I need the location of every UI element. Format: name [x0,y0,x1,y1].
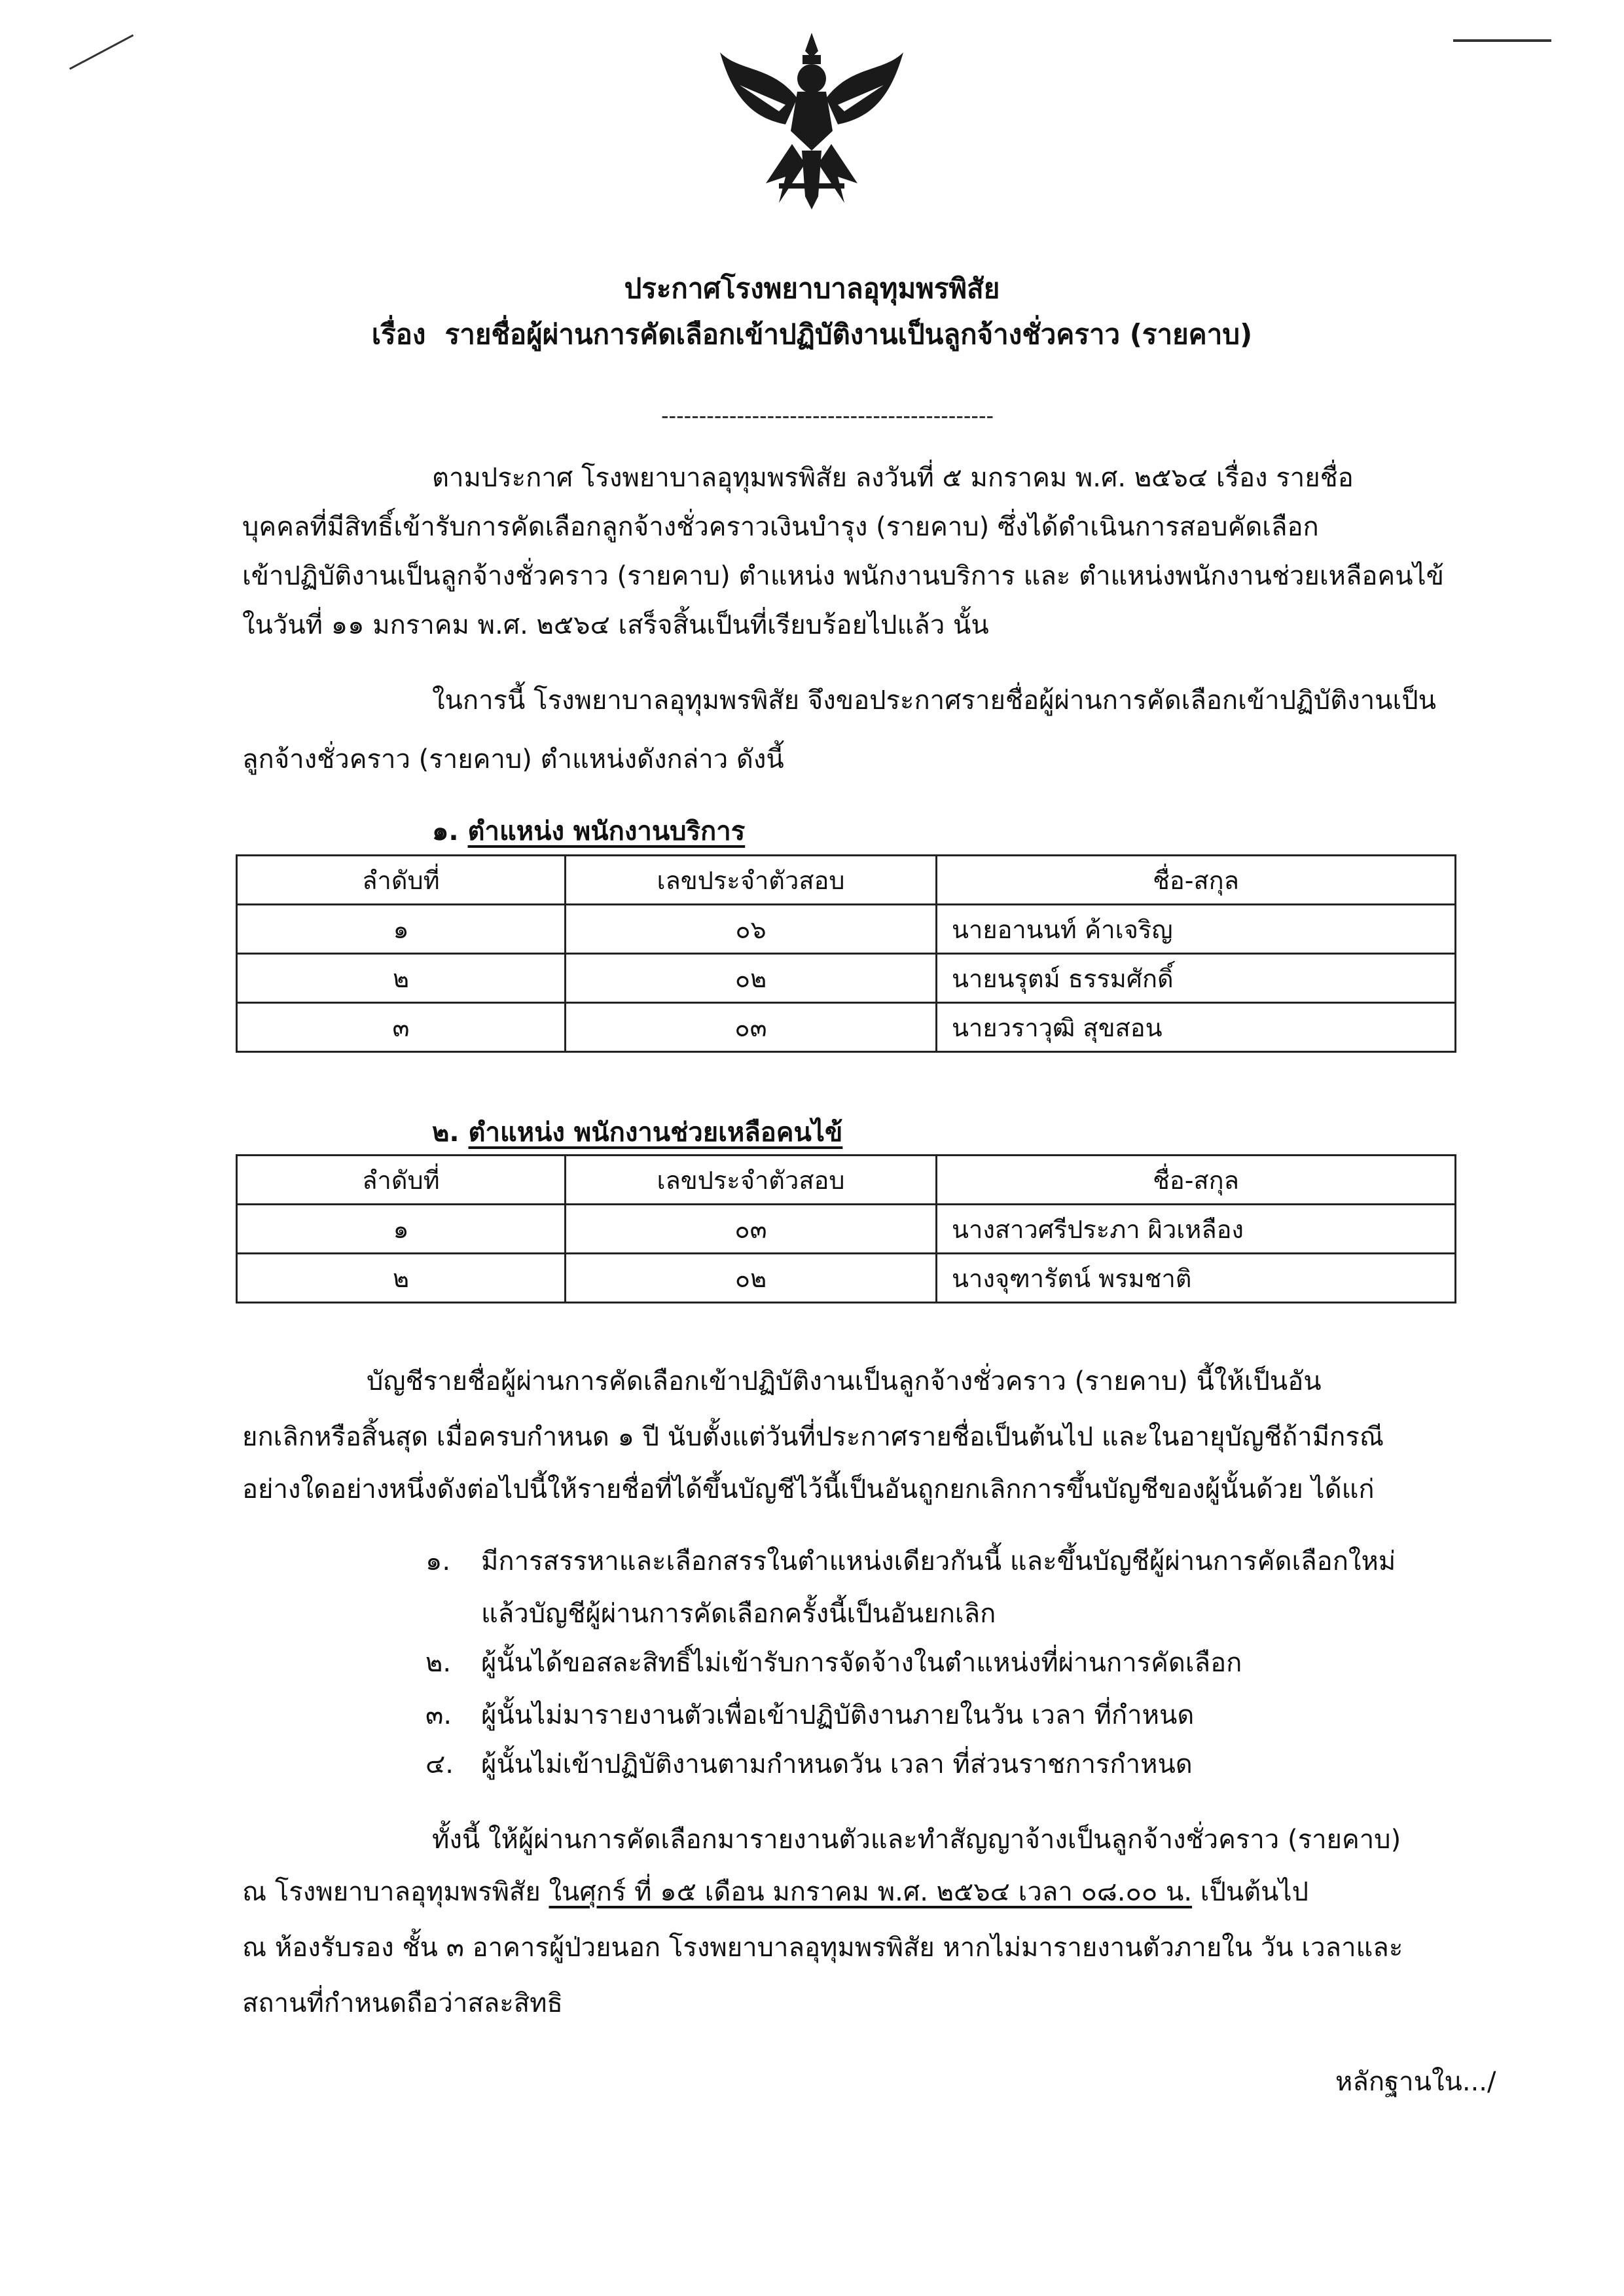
cell-exam-id: ๐๒ [566,954,937,1003]
report-place: ณ โรงพยาบาลอุทุมพรพิสัย [242,1877,549,1907]
condition-text: ผู้นั้นไม่มารายงานตัวเพื่อเข้าปฏิบัติงานภายในวัน เวลา ที่กำหนด [481,1700,1195,1730]
report-date-time: ในศุกร์ ที่ ๑๕ เดือน มกราคม พ.ศ. ๒๕๖๔ เวลา ๐๘.๐๐ น. [549,1877,1193,1907]
cell-order: ๑ [237,905,566,954]
table-header-row [237,856,1456,905]
cell-order: ๓ [237,1003,566,1052]
announce-line-1: ในการนี้ โรงพยาบาลอุทุมพรพิสัย จึงขอประกาศรายชื่อผู้ผ่านการคัดเลือกเข้าปฏิบัติงานเป็น [432,685,1436,716]
announce-line-2: ลูกจ้างชั่วคราว (รายคาบ) ตำแหน่งดังกล่าว ดังนี้ [242,744,784,774]
col-header-order: ลำดับที่ [237,1156,566,1205]
condition-text: ผู้นั้นไม่เข้าปฏิบัติงานตามกำหนดวัน เวลา ที่ส่วนราชการกำหนด [481,1749,1193,1779]
report-line-3: ณ ห้องรับรอง ชั้น ๓ อาคารผู้ป่วยนอก โรงพยาบาลอุทุมพรพิสัย หากไม่มารายงานตัวภายใน วัน เวลาและ [242,1933,1403,1963]
cell-name: นายอานนท์ ค้าเจริญ [937,905,1456,954]
cell-exam-id: ๐๒ [566,1254,937,1303]
report-line-2 [242,1872,1308,1912]
subject-text: รายชื่อผู้ผ่านการคัดเลือกเข้าปฏิบัติงานเป็นลูกจ้างชั่วคราว (รายคาบ) [444,318,1253,350]
section2-heading [432,1113,842,1152]
table-row [237,1254,1456,1303]
cell-exam-id: ๐๓ [566,1003,937,1052]
report-line-1: ทั้งนี้ ให้ผู้ผ่านการคัดเลือกมารายงานตัวและทำสัญญาจ้างเป็นลูกจ้างชั่วคราว (รายคาบ) [432,1825,1401,1855]
cell-exam-id: ๐๓ [566,1205,937,1254]
table-row [237,1003,1456,1052]
section1-title: ตำแหน่ง พนักงานบริการ [467,816,746,847]
section1-heading [432,812,745,851]
section2-title: ตำแหน่ง พนักงานช่วยเหลือคนไข้ [468,1118,843,1148]
intro-line-3: เข้าปฏิบัติงานเป็นลูกจ้างชั่วคราว (รายคาบ) ตำแหน่ง พนักงานบริการ และ ตำแหน่งพนักงานช่วยเหลือคนไข้ [242,561,1444,591]
validity-line-3: อย่างใดอย่างหนึ่งดังต่อไปนี้ให้รายชื่อที่ได้ขึ้นบัญชีไว้นี้เป็นอันถูกยกเลิกการขึ้นบัญชีของผู้นั้นด้วย ได้แก่ [242,1474,1375,1504]
section2-table [236,1154,1456,1303]
validity-line-2: ยกเลิกหรือสิ้นสุด เมื่อครบกำหนด ๑ ปี นับตั้งแต่วันที่ประกาศรายชื่อเป็นต้นไป และในอายุบัญชีถ้ามีกรณี [242,1422,1384,1452]
col-header-exam-id: เลขประจำตัวสอบ [566,856,937,905]
garuda-emblem-icon [713,26,910,216]
col-header-exam-id: เลขประจำตัวสอบ [566,1156,937,1205]
col-header-name: ชื่อ-สกุล [937,856,1456,905]
validity-line-1: บัญชีรายชื่อผู้ผ่านการคัดเลือกเข้าปฏิบัติงานเป็นลูกจ้างชั่วคราว (รายคาบ) นี้ให้เป็นอัน [367,1366,1322,1396]
subject-label: เรื่อง [371,318,426,350]
table-row [237,1205,1456,1254]
section1-number: ๑. [432,816,459,847]
condition-number: ๔. [425,1749,454,1779]
table-row [237,905,1456,954]
condition-text: มีการสรรหาและเลือกสรรในตำแหน่งเดียวกันนี้ และขึ้นบัญชีผู้ผ่านการคัดเลือกใหม่ [481,1546,1396,1576]
cell-order: ๒ [237,1254,566,1303]
condition-number: ๓. [425,1700,452,1730]
intro-line-1: ตามประกาศ โรงพยาบาลอุทุมพรพิสัย ลงวันที่ ๕ มกราคม พ.ศ. ๒๕๖๔ เรื่อง รายชื่อ [432,463,1354,493]
report-onwards: เป็นต้นไป [1192,1877,1309,1907]
announcement-subject-line [0,313,1624,356]
cell-exam-id: ๐๖ [566,905,937,954]
section2-number: ๒. [432,1118,460,1148]
cell-order: ๑ [237,1205,566,1254]
section1-table [236,854,1456,1053]
cell-name: นางจุฑารัตน์ พรมชาติ [937,1254,1456,1303]
scan-mark [69,34,134,69]
continued-note: หลักฐานใน.../ [1335,2067,1496,2097]
scan-mark [1453,39,1551,42]
intro-line-4: ในวันที่ ๑๑ มกราคม พ.ศ. ๒๕๖๔ เสร็จสิ้นเป็นที่เรียบร้อยไปแล้ว นั้น [242,610,989,640]
cell-order: ๒ [237,954,566,1003]
condition-number: ๒. [425,1648,452,1678]
announcement-title: ประกาศโรงพยาบาลอุทุมพรพิสัย [624,272,1000,304]
col-header-order: ลำดับที่ [237,856,566,905]
condition-number: ๑. [425,1546,451,1576]
condition-text-cont: แล้วบัญชีผู้ผ่านการคัดเลือกครั้งนี้เป็นอันยกเลิก [481,1599,996,1629]
table-row [237,954,1456,1003]
table-header-row [237,1156,1456,1205]
cell-name: นางสาวศรีประภา ผิวเหลือง [937,1205,1456,1254]
condition-text: ผู้นั้นได้ขอสละสิทธิ์ไม่เข้ารับการจัดจ้างในตำแหน่งที่ผ่านการคัดเลือก [481,1648,1242,1678]
intro-line-2: บุคคลที่มีสิทธิ์เข้ารับการคัดเลือกลูกจ้างชั่วคราวเงินบำรุง (รายคาบ) ซึ่งได้ดำเนินการสอบคัดเลือก [242,512,1319,542]
cell-name: นายนรุตม์ ธรรมศักดิ์ [937,954,1456,1003]
col-header-name: ชื่อ-สกุล [937,1156,1456,1205]
report-line-4: สถานที่กำหนดถือว่าสละสิทธิ [242,1988,563,2018]
cell-name: นายวราวุฒิ สุขสอน [937,1003,1456,1052]
header-divider: -------------------------------------------- [661,403,994,428]
